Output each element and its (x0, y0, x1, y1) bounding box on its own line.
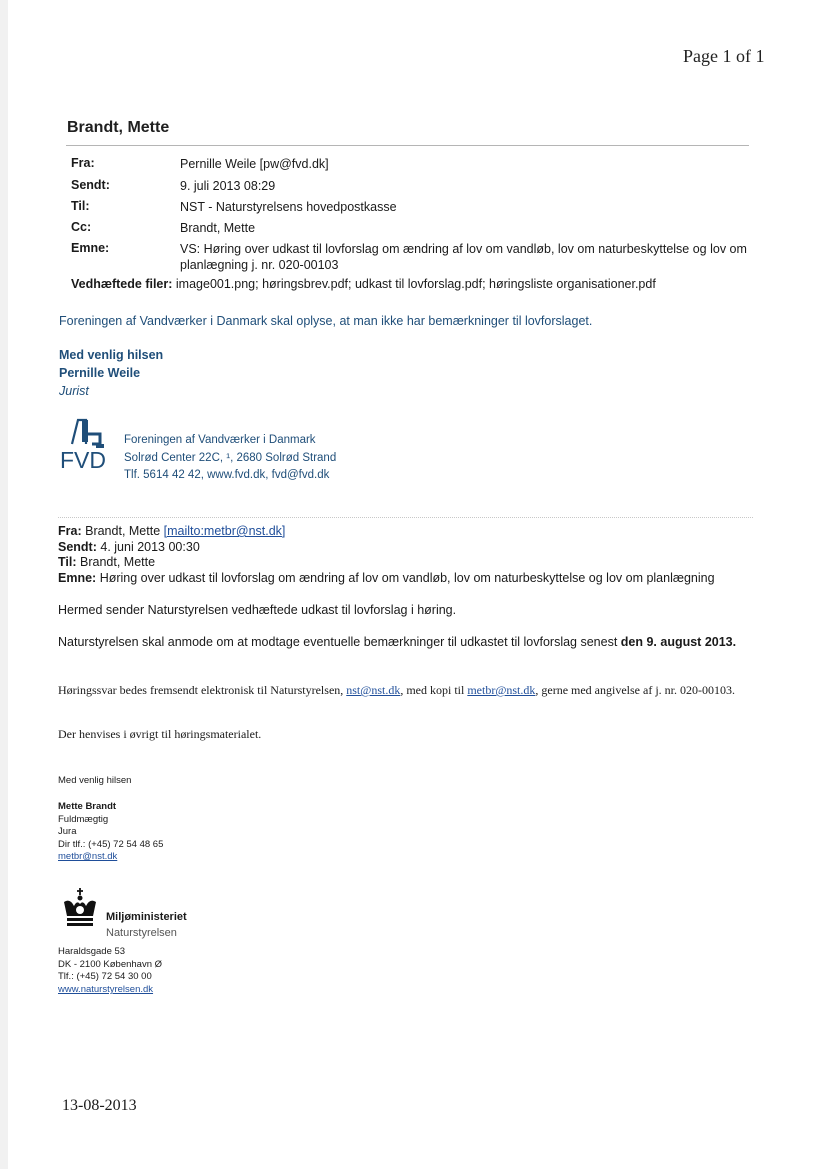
fvd-logo (60, 414, 118, 484)
fwd-sent-row (58, 540, 200, 554)
fwd-subject-label: Emne: (58, 571, 97, 585)
fwd-to-row (58, 555, 155, 569)
footer-date: 13-08-2013 (62, 1097, 137, 1114)
subject-value: VS: Høring over udkast til lovforslag om ændring af lov om vandløb, lov om naturbeskyttelse og lov om planlægning j. nr. 020-00103 (180, 242, 747, 272)
nst-sig-title: Fuldmægtig (58, 814, 109, 825)
fwd-paragraph-2 (58, 634, 758, 650)
from-label: Fra: (71, 156, 95, 170)
to-label: Til: (71, 199, 90, 213)
fwd-sent-label: Sendt: (58, 540, 97, 554)
nst-email-link[interactable]: nst@nst.dk (346, 683, 401, 697)
to-value: NST - Naturstyrelsens hovedpostkasse (180, 200, 397, 214)
nst-sig-dept: Jura (58, 826, 77, 837)
fwd-paragraph-1: Hermed sender Naturstyrelsen vedhæftede udkast til lovforslag i høring. (58, 603, 457, 617)
fwd-from-row (58, 524, 285, 538)
header-attachments-row (71, 277, 656, 291)
nst-sig-email-link[interactable]: metbr@nst.dk (58, 851, 118, 862)
fwd-mailto-link[interactable]: [mailto:metbr@nst.dk] (163, 524, 286, 538)
from-value: Pernille Weile [pw@fvd.dk] (180, 157, 329, 171)
fvd-logo-text: FVD (60, 447, 106, 473)
fwd-paragraph-3 (58, 682, 758, 698)
fvd-org-name: Foreningen af Vandværker i Danmark (124, 434, 316, 446)
title-divider (66, 145, 749, 146)
metbr-email-link[interactable]: metbr@nst.dk (467, 683, 536, 697)
fwd-from-label: Fra: (58, 524, 82, 538)
attachments-value: image001.png; høringsbrev.pdf; udkast til lovforslag.pdf; høringsliste organisationer.pdf (175, 277, 656, 291)
attachments-label: Vedhæftede filer: (71, 277, 173, 291)
fwd-from-value: Brandt, Mette (85, 524, 161, 538)
fwd-subject-row (58, 571, 715, 585)
fwd-subject-value: Høring over udkast til lovforslag om ændring af lov om vandløb, lov om naturbeskyttelse og lov om planlægning (99, 571, 715, 585)
fvd-address: Solrød Center 22C, ¹, 2680 Solrød Strand (124, 452, 337, 464)
fwd-paragraph-3-a: Høringssvar bedes fremsendt elektronisk til Naturstyrelsen, (58, 683, 347, 697)
reply-greeting: Med venlig hilsen (59, 348, 164, 362)
cc-value: Brandt, Mette (180, 221, 256, 235)
nst-address-2: DK - 2100 København Ø (58, 959, 163, 970)
nst-address-3: Tlf.: (+45) 72 54 30 00 (58, 971, 152, 982)
page-count: Page 1 of 1 (683, 46, 765, 66)
fwd-paragraph-3-c: , gerne med angivelse af j. nr. 020-00103. (535, 683, 735, 697)
nst-address-1: Haraldsgade 53 (58, 946, 126, 957)
fvd-contact: Tlf. 5614 42 42, www.fvd.dk, fvd@fvd.dk (124, 469, 330, 481)
fwd-to-value: Brandt, Mette (80, 555, 156, 569)
sent-label: Sendt: (71, 178, 110, 192)
nst-sig-name: Mette Brandt (58, 801, 117, 812)
fwd-paragraph-4: Der henvises i øvrigt til høringsmaterialet. (58, 727, 262, 741)
fwd-to-label: Til: (58, 555, 77, 569)
fwd-paragraph-2-text: Naturstyrelsen skal anmode om at modtage eventuelle bemærkninger til udkastet til lovforslag senest (58, 635, 621, 649)
fwd-paragraph-3-b: , med kopi til (400, 683, 468, 697)
subject-label: Emne: (71, 241, 110, 255)
agency-name: Naturstyrelsen (106, 927, 177, 939)
message-separator (58, 517, 753, 518)
cc-label: Cc: (71, 220, 92, 234)
crown-icon (60, 886, 100, 930)
ministry-name: Miljøministeriet (106, 911, 187, 923)
reply-name: Pernille Weile (59, 366, 141, 380)
nst-sig-phone: Dir tlf.: (+45) 72 54 48 65 (58, 839, 164, 850)
nst-website-link[interactable]: www.naturstyrelsen.dk (58, 984, 154, 995)
reply-message: Foreningen af Vandværker i Danmark skal oplyse, at man ikke har bemærkninger til lovforslaget. (59, 314, 593, 328)
fwd-sent-value: 4. juni 2013 00:30 (100, 540, 200, 554)
nst-greeting: Med venlig hilsen (58, 775, 132, 786)
page-title: Brandt, Mette (67, 119, 170, 136)
scan-edge-shade (0, 0, 8, 1169)
deadline-date: den 9. august 2013. (620, 635, 737, 649)
reply-role: Jurist (59, 384, 89, 398)
sent-value: 9. juli 2013 08:29 (180, 179, 276, 193)
